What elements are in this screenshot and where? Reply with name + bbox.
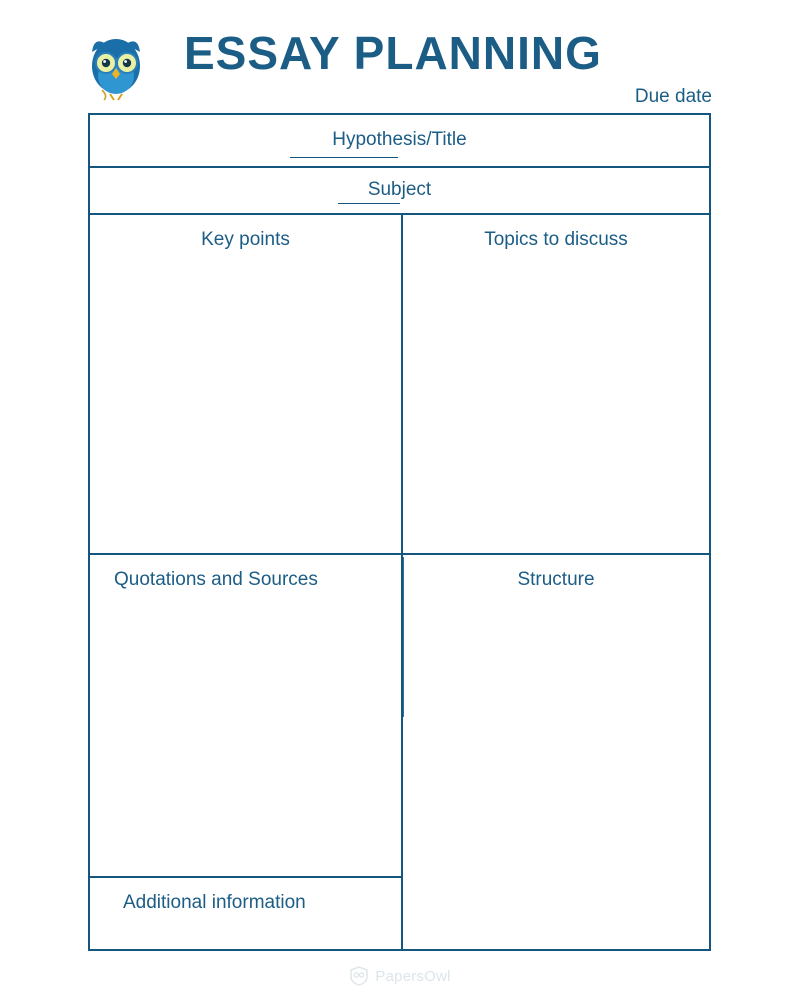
subject-underline bbox=[338, 203, 400, 204]
field-key-points[interactable] bbox=[90, 215, 403, 555]
owl-shield-icon bbox=[349, 966, 369, 986]
field-quotations-and-sources[interactable] bbox=[90, 555, 403, 878]
field-hypothesis[interactable] bbox=[90, 115, 709, 168]
field-subject-label: Subject bbox=[367, 179, 432, 201]
field-topics-to-discuss[interactable] bbox=[403, 215, 709, 555]
field-subject[interactable] bbox=[90, 168, 709, 215]
field-structure-label: Structure bbox=[517, 569, 595, 590]
page-title: ESSAY PLANNING bbox=[184, 27, 602, 79]
due-date-label: Due date bbox=[634, 86, 712, 107]
field-additional-information-label: Additional information bbox=[123, 892, 306, 913]
field-key-points-label: Key points bbox=[201, 229, 290, 250]
structure-divider bbox=[403, 557, 404, 717]
field-quotations-and-sources-label: Quotations and Sources bbox=[114, 569, 318, 590]
watermark-text: PapersOwl bbox=[375, 967, 451, 985]
page-header bbox=[88, 18, 712, 108]
field-hypothesis-label: Hypothesis/Title bbox=[332, 129, 467, 151]
field-topics-to-discuss-label: Topics to discuss bbox=[484, 229, 628, 250]
watermark bbox=[0, 966, 800, 986]
field-additional-information[interactable] bbox=[90, 878, 403, 949]
planning-grid bbox=[88, 113, 711, 951]
field-structure[interactable] bbox=[403, 555, 709, 949]
hypothesis-underline bbox=[290, 157, 398, 158]
owl-icon bbox=[84, 32, 148, 102]
